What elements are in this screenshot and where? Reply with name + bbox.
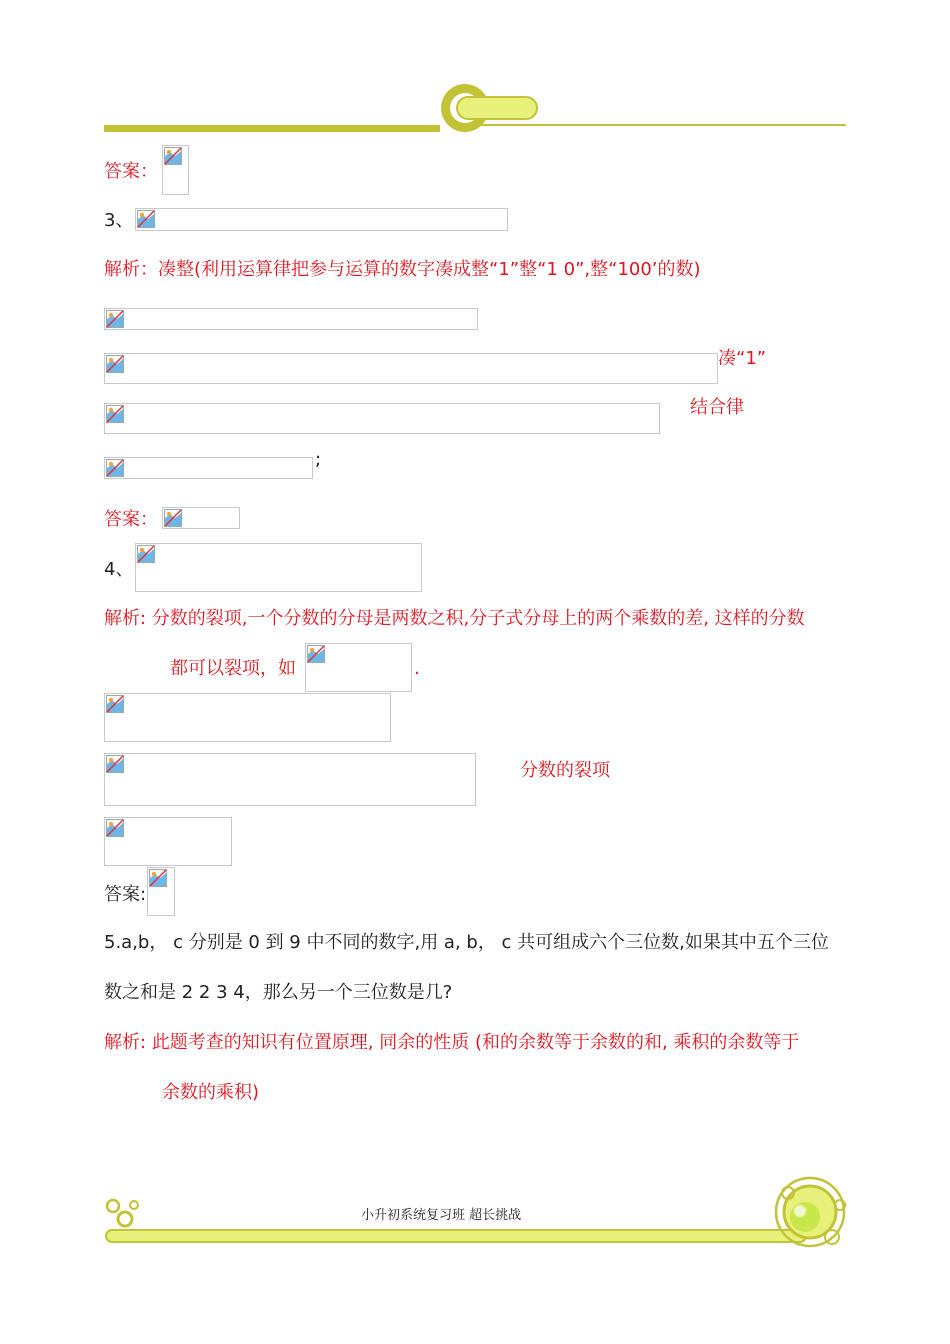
q4-note-step2: 分数的裂项 <box>520 760 610 781</box>
q4-problem-image <box>135 543 422 592</box>
q4-example-image <box>305 643 412 692</box>
q5-line1: 5.a,b， c 分别是 0 到 9 中不同的数字,用 a, b， c 共可组成六个三位数,如果其中五个三位 <box>104 932 829 953</box>
q3-analysis: 解析：凑整(利用运算律把参与运算的数字凑成整“1”整“1 0”,整“100’的数) <box>104 259 701 280</box>
footer-text: 小升初系统复习班 超长挑战 <box>361 1208 522 1223</box>
broken-image-icon <box>106 405 124 423</box>
q3-problem-image <box>135 208 508 231</box>
broken-image-icon <box>137 545 155 563</box>
q3-step3-image <box>104 403 660 434</box>
q3-semicolon: ; <box>315 449 322 470</box>
header-decoration <box>100 80 850 140</box>
broken-image-icon <box>106 459 124 477</box>
broken-image-icon <box>106 819 124 837</box>
broken-image-icon <box>106 695 124 713</box>
q3-note-step2: 凑“1” <box>718 348 767 369</box>
q3-answer-image <box>162 507 240 529</box>
q3-note-step3: 结合律 <box>690 397 744 418</box>
q5-line2: 数之和是 2 2 3 4，那么另一个三位数是几? <box>104 982 453 1003</box>
broken-image-icon <box>137 210 155 228</box>
broken-image-icon <box>149 869 167 887</box>
broken-image-icon <box>307 645 325 663</box>
q3-step4-image <box>104 457 313 479</box>
q4-step3-image <box>104 817 232 866</box>
q4-answer-image <box>147 867 175 916</box>
q4-step2-image <box>104 753 476 806</box>
broken-image-icon <box>106 310 124 328</box>
q4-period: . <box>414 658 420 679</box>
q4-step1-image <box>104 693 391 742</box>
q4-analysis-line2: 都可以裂项，如 <box>170 658 296 679</box>
q5-analysis-line2: 余数的乘积) <box>162 1082 260 1103</box>
footer-dot <box>130 1201 138 1209</box>
q4-answer-label: 答案: <box>104 884 147 905</box>
header-pill <box>457 97 537 119</box>
broken-image-icon <box>106 755 124 773</box>
broken-image-icon <box>106 355 124 373</box>
q3-answer-label: 答案： <box>104 509 158 530</box>
header-bar <box>104 125 440 132</box>
q4-number: 4、 <box>104 559 134 580</box>
q4-analysis-line1: 解析: 分数的裂项,一个分数的分母是两数之积,分子式分母上的两个乘数的差, 这样的分数 <box>104 608 805 629</box>
q3-number: 3、 <box>104 210 134 231</box>
q3-step2-image <box>104 353 718 384</box>
header-thin-line <box>480 124 846 126</box>
answer1-label: 答案： <box>104 161 158 182</box>
broken-image-icon <box>164 147 182 165</box>
q3-step1-image <box>104 308 478 330</box>
footer-dot <box>118 1212 132 1226</box>
answer1-image <box>162 145 189 195</box>
broken-image-icon <box>164 509 182 527</box>
footer-dot <box>107 1200 119 1212</box>
q5-analysis-line1: 解析: 此题考查的知识有位置原理, 同余的性质 (和的余数等于余数的和, 乘积的余数等于 <box>104 1032 800 1053</box>
footer-bar <box>106 1230 806 1242</box>
